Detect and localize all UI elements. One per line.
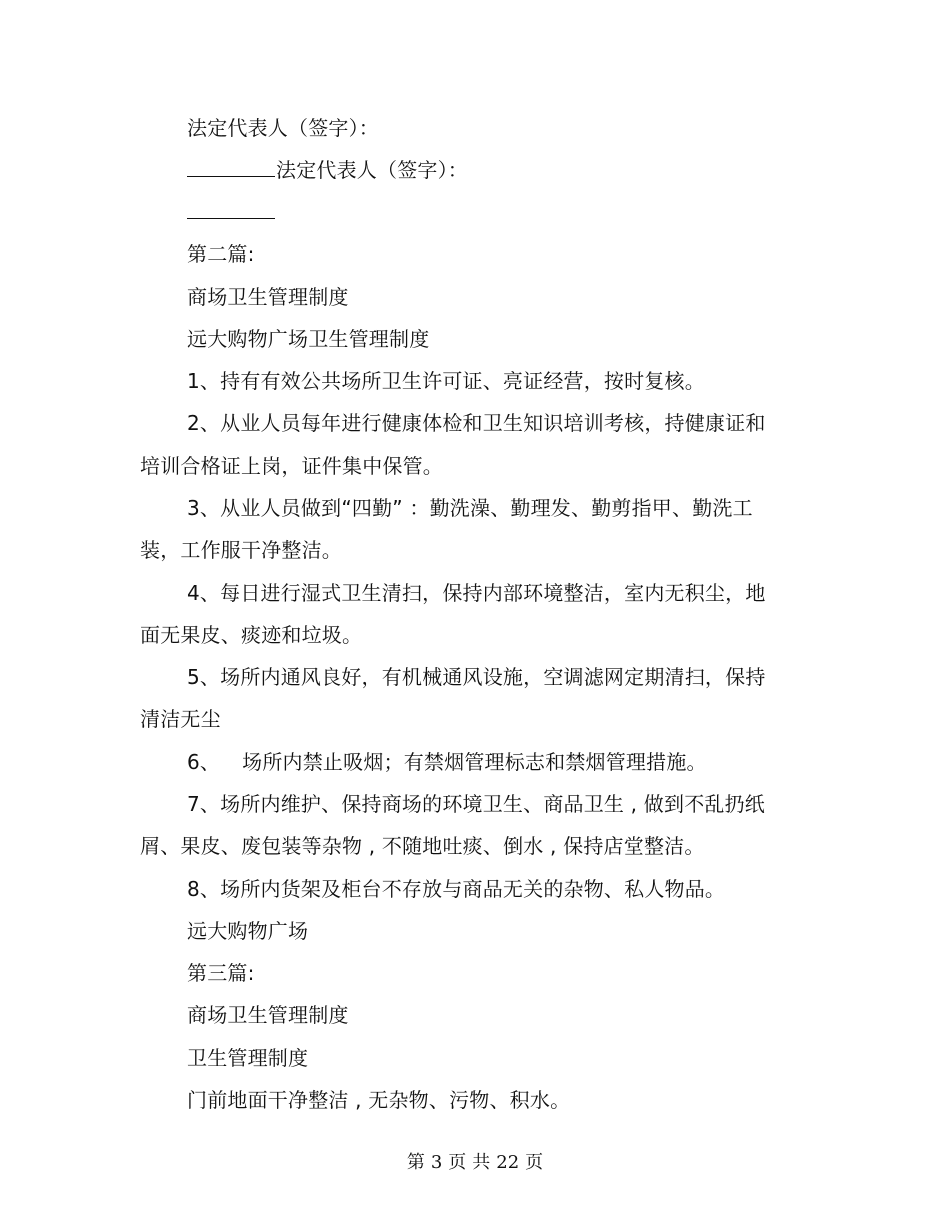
signature-line-3: [187, 199, 276, 225]
total-pages-number: 22: [496, 1152, 520, 1173]
paragraph-line: 门前地面干净整洁 , 无杂物、污物、积水。: [187, 1088, 571, 1112]
paragraph-line: 1、持有有效公共场所卫生许可证、亮证经营，按时复核。: [187, 369, 705, 393]
page-footer: [0, 1151, 950, 1175]
paragraph-line: 清洁无尘: [140, 707, 221, 731]
item-number: 6、: [187, 750, 221, 774]
paragraph-line: 屑、果皮、废包装等杂物 , 不随地吐痰、倒水 , 保持店堂整洁。: [140, 834, 705, 858]
paragraph-line: [187, 749, 707, 775]
paragraph-line: 8、场所内货架及柜台不存放与商品无关的杂物、私人物品。: [187, 877, 726, 901]
paragraph-line: 7、场所内维护、保持商场的环境卫生、商品卫生 , 做到不乱扔纸: [187, 792, 765, 816]
footer-suffix: 页: [525, 1152, 544, 1173]
document-title: 卫生管理制度: [187, 1046, 309, 1070]
document-title: 远大购物广场卫生管理制度: [187, 327, 430, 351]
signature-blank: [187, 200, 275, 219]
section-heading: 第三篇:: [187, 961, 255, 985]
section-heading: 第二篇:: [187, 242, 255, 266]
signature-line-2: [187, 157, 468, 183]
section-subtitle: 商场卫生管理制度: [187, 285, 349, 309]
paragraph-line: 装，工作服干净整洁。: [140, 538, 342, 562]
signature-label: 法定代表人（签字）：: [276, 158, 468, 182]
paragraph-line: 培训合格证上岗，证件集中保管。: [140, 454, 443, 478]
section-subtitle: 商场卫生管理制度: [187, 1003, 349, 1027]
signature-line-1: [187, 115, 379, 141]
signature-blank: [187, 158, 275, 177]
paragraph-line: 3、从业人员做到“四勤” ：勤洗澡、勤理发、勤剪指甲、勤洗工: [187, 496, 753, 520]
paragraph-line: 4、每日进行湿式卫生清扫，保持内部环境整洁，室内无积尘，地: [187, 581, 766, 605]
footer-prefix: 第: [406, 1152, 425, 1173]
organization-name: 远大购物广场: [187, 919, 309, 943]
footer-total-word: 共: [472, 1152, 491, 1173]
paragraph-line: 5、场所内通风良好，有机械通风设施，空调滤网定期清扫，保持: [187, 665, 766, 689]
paragraph-line: 面无果皮、痰迹和垃圾。: [140, 623, 363, 647]
item-text: 场所内禁止吸烟；有禁烟管理标志和禁烟管理措施。: [242, 750, 707, 774]
paragraph-line: 2、从业人员每年进行健康体检和卫生知识培训考核，持健康证和: [187, 411, 766, 435]
footer-page-word: 页: [448, 1152, 467, 1173]
signature-label: 法定代表人（签字）：: [187, 116, 379, 140]
current-page-number: 3: [430, 1152, 443, 1173]
